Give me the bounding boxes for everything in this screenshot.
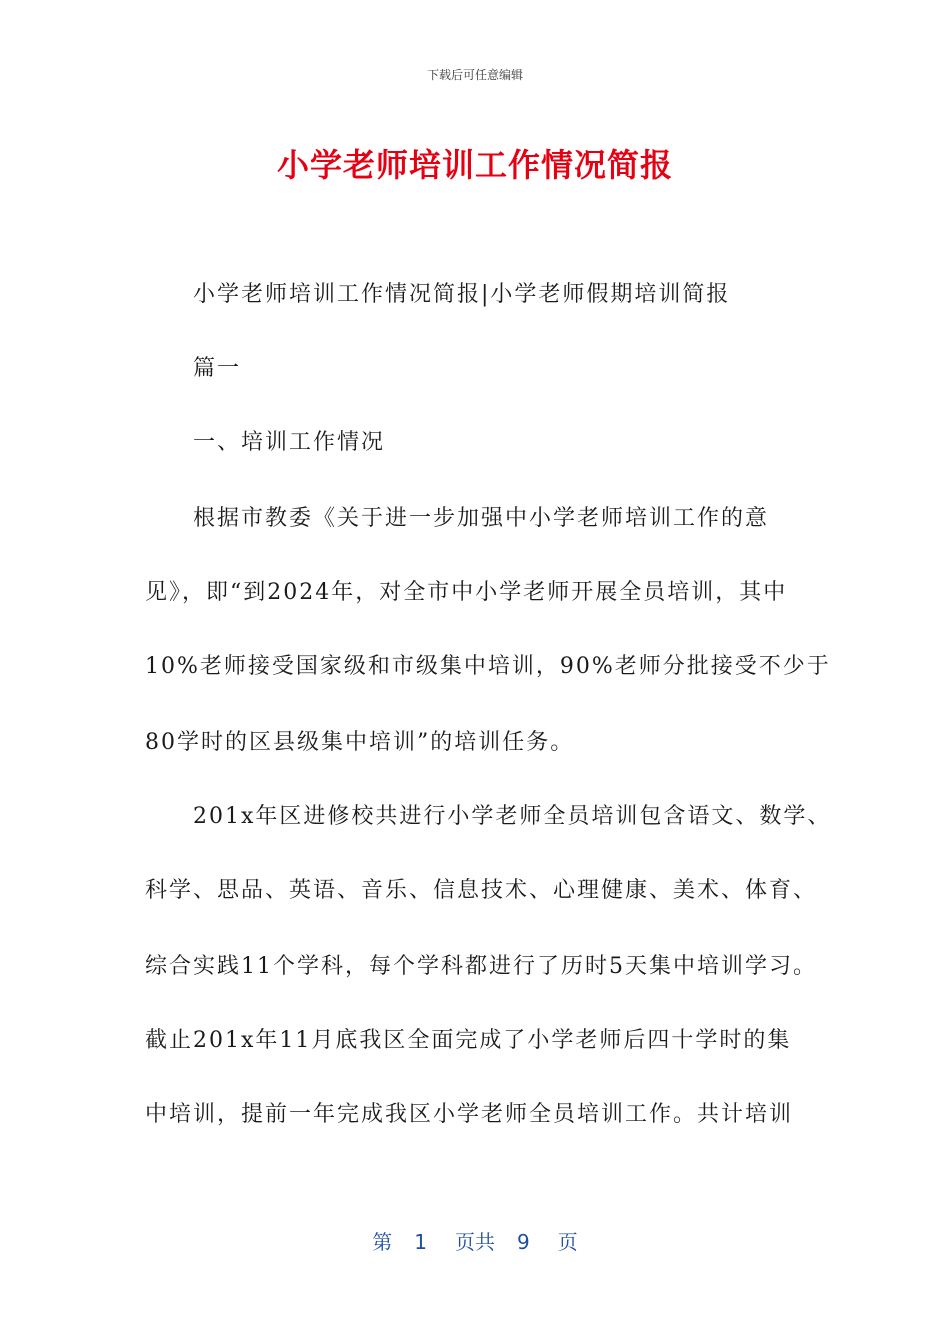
footer-suffix: 页	[557, 1230, 578, 1254]
body-line: 截止201x年11月底我区全面完成了小学老师后四十学时的集	[145, 1028, 792, 1053]
body-line: 根据市教委《关于进一步加强中小学老师培训工作的意	[193, 506, 770, 531]
body-line: 科学、思品、英语、音乐、信息技术、心理健康、美术、体育、	[145, 878, 818, 903]
body-line: 见》，即“到2024年，对全市中小学老师开展全员培训，其中	[145, 580, 788, 605]
header-note: 下载后可任意编辑	[426, 68, 523, 82]
body-line: 综合实践11个学科，每个学科都进行了历时5天集中培训学习。	[145, 954, 817, 979]
body-line: 10%老师接受国家级和市级集中培训，90%老师分批接受不少于	[145, 654, 831, 679]
document-title: 小学老师培训工作情况简报	[276, 146, 673, 184]
total-pages-number: 9	[517, 1230, 530, 1254]
page-footer	[0, 1226, 950, 1255]
body-line-section: 篇一	[193, 356, 242, 381]
footer-prefix: 第	[372, 1230, 393, 1254]
body-line: 201x年区进修校共进行小学老师全员培训包含语文、数学、	[193, 804, 832, 829]
footer-mid: 页共	[455, 1230, 495, 1254]
current-page-number: 1	[414, 1230, 427, 1254]
body-line-heading: 一、培训工作情况	[193, 430, 386, 455]
body-line: 80学时的区县级集中培训”的培训任务。	[145, 730, 575, 755]
body-line: 中培训，提前一年完成我区小学老师全员培训工作。共计培训	[145, 1102, 794, 1127]
body-line-subtitle: 小学老师培训工作情况简报|小学老师假期培训简报	[193, 282, 731, 307]
